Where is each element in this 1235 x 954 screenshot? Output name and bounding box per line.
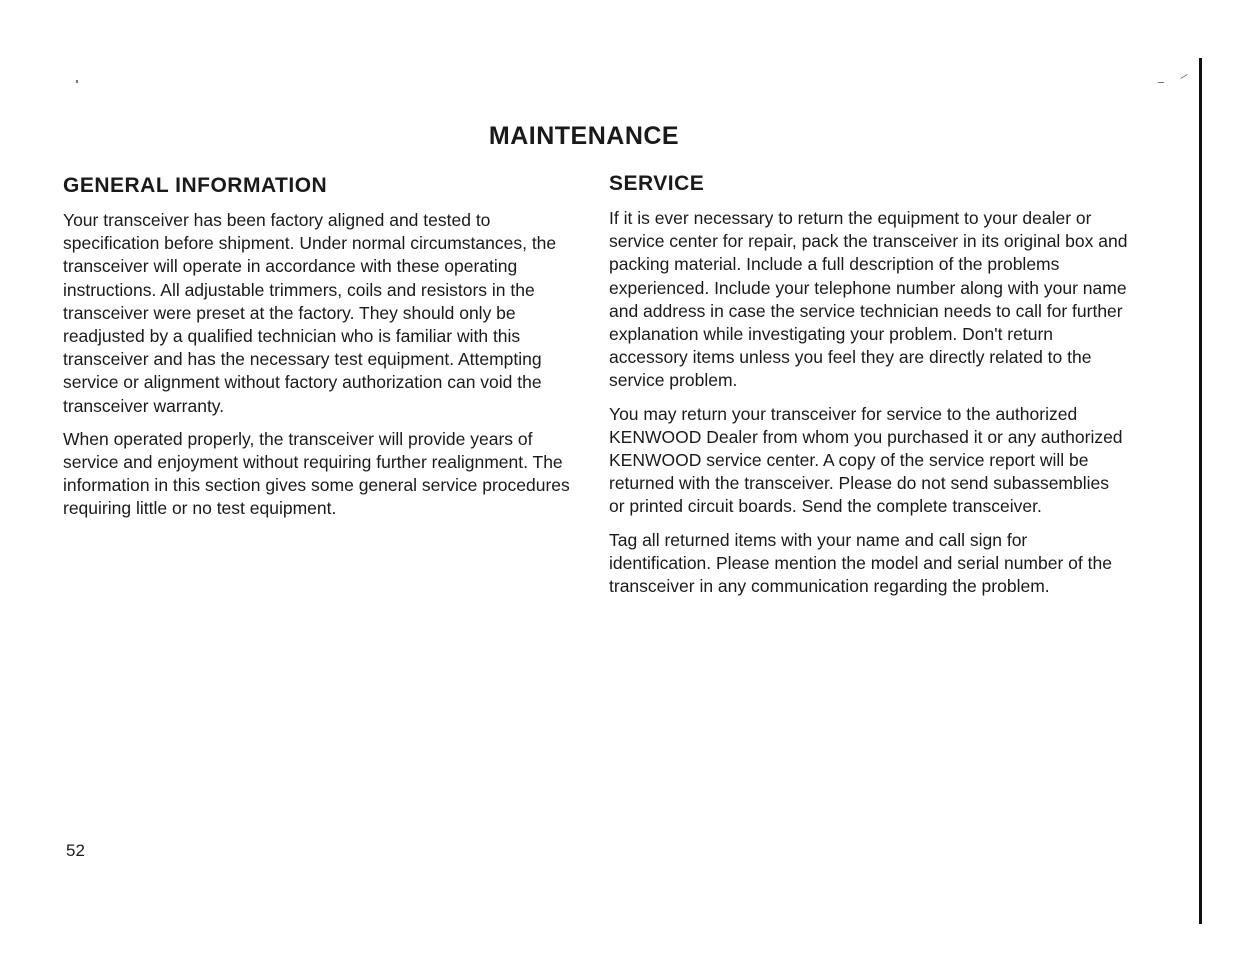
general-information-paragraph-2: When operated properly, the transceiver will provide years of service and enjoyment without requiring further realignment. The information in this section gives some general service procedures requiring little or no test equipment. xyxy=(63,428,570,519)
page-title: MAINTENANCE xyxy=(488,122,680,150)
service-paragraph-2: You may return your transceiver for service to the authorized KENWOOD Dealer from whom you purchased it or any authorized KENWOOD service center. A copy of the service report will be returned with the transceiver. Please do not send subassemblies or printed circuit boards. Send the complete transceiver. xyxy=(609,403,1123,517)
service-section xyxy=(609,170,1129,608)
scan-speck xyxy=(1158,82,1164,83)
scan-speck xyxy=(1180,74,1187,79)
binding-rule xyxy=(1199,58,1202,924)
page-number: 52 xyxy=(66,841,85,860)
service-paragraph-1: If it is ever necessary to return the equipment to your dealer or service center for repair, pack the transceiver in its original box and packing material. Include a full description of the problems experienced. Include your telephone number along with your name and address in case the service technician needs to call for further explanation while investigating your problem. Don't return accessory items unless you feel they are directly related to the service problem. xyxy=(609,208,1128,391)
general-information-heading: GENERAL INFORMATION xyxy=(63,174,328,197)
general-information-paragraph-1: Your transceiver has been factory aligned and tested to specification before shipment. Under normal circumstances, the transceiver will operate in accordance with these operating instructions. All adjustable trimmers, coils and resistors in the transceiver were preset at the factory. They should only be readjusted by a qualified technician who is familiar with this transceiver and has the necessary test equipment. Attempting service or alignment without factory authorization can void the transceiver warranty. xyxy=(63,210,557,416)
general-information-section xyxy=(63,172,573,531)
service-heading: SERVICE xyxy=(609,172,705,195)
scan-speck xyxy=(76,80,78,83)
service-paragraph-3: Tag all returned items with your name and call sign for identification. Please mention the model and serial number of the transceiver in any communication regarding the problem. xyxy=(609,529,1112,597)
